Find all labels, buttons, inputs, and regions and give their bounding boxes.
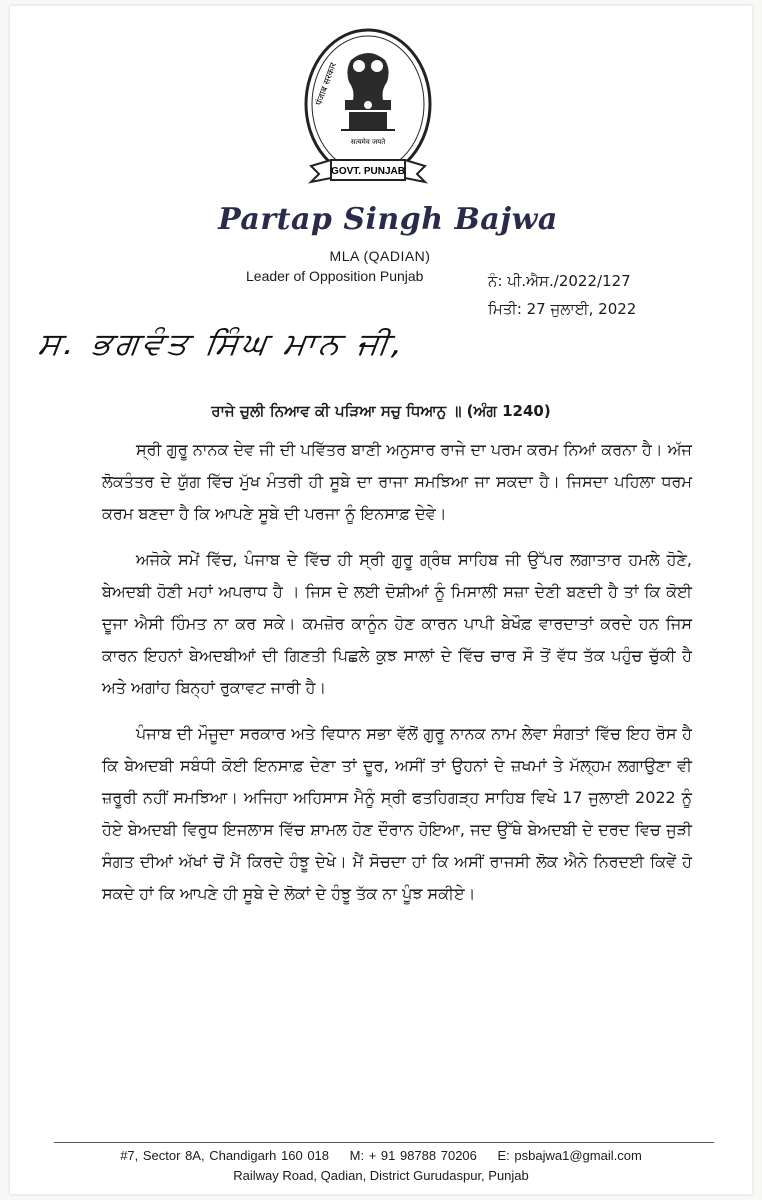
body-paragraph: ਸ੍ਰੀ ਗੁਰੂ ਨਾਨਕ ਦੇਵ ਜੀ ਦੀ ਪਵਿੱਤਰ ਬਾਣੀ ਅਨੁਸਾਰ ਰਾਜੇ ਦਾ ਪਰਮ ਕਰਮ ਨਿਆਂ ਕਰਨਾ ਹੈ। ਅੱਜ ਲੋਕਤੰਤਰ ਦੇ ਯੁੱਗ ਵਿੱਚ ਮੁੱਖ ਮੰਤਰੀ ਹੀ ਸੂਬੇ ਦਾ ਰਾਜਾ ਸਮਝਿਆ ਜਾ ਸਕਦਾ ਹੈ। ਜਿਸਦਾ ਪਹਿਲਾ ਧਰਮ ਕਰਮ ਬਣਦਾ ਹੈ ਕਿ ਆਪਣੇ ਸੂਬੇ ਦੀ ਪਰਜਾ ਨੂੰ ਇਨਸਾਫ਼ ਦੇਵੇ। xyxy=(102,440,692,523)
body-paragraph: ਪੰਜਾਬ ਦੀ ਮੌਜੂਦਾ ਸਰਕਾਰ ਅਤੇ ਵਿਧਾਨ ਸਭਾ ਵੱਲੋਂ ਗੁਰੂ ਨਾਨਕ ਨਾਮ ਲੇਵਾ ਸੰਗਤਾਂ ਵਿੱਚ ਇਹ ਰੋਸ ਹੈ ਕਿ ਬੇਅਦਬੀ ਸਬੰਧੀ ਕੋਈ ਇਨਸਾਫ਼ ਦੇਣਾ ਤਾਂ ਦੂਰ, ਅਸੀਂ ਤਾਂ ਉਹਨਾਂ ਦੇ ਜ਼ਖਮਾਂ ਤੇ ਮੱਲ੍ਹਮ ਲਗਾਉਣਾ ਵੀ ਜ਼ਰੂਰੀ ਨਹੀਂ ਸਮਝਿਆ। ਅਜਿਹਾ ਅਹਿਸਾਸ ਮੈਨੂੰ ਸ੍ਰੀ ਫਤਹਿਗੜ੍ਹ ਸਾਹਿਬ ਵਿਖੇ 17 ਜੁਲਾਈ 2022 ਨੂੰ ਹੋਏ ਬੇਅਦਬੀ ਵਿਰੁਧ ਇਜਲਾਸ ਵਿੱਚ ਸ਼ਾਮਲ ਹੋਣ ਦੌਰਾਨ ਹੋਇਆ, ਜਦ ਉੱਥੇ ਬੇਅਦਬੀ ਦੇ ਦਰਦ ਵਿਚ ਜੁੜੀ ਸੰਗਤ ਦੀਆਂ ਅੱਖਾਂ ਚੋਂ ਮੈਂ ਕਿਰਦੇ ਹੰਝੂ ਦੇਖੇ। ਮੈਂ ਸੋਚਦਾ ਹਾਂ ਕਿ ਅਸੀਂ ਰਾਜਸੀ ਲੋਕ ਐਨੇ ਨਿਰਦਈ ਕਿਵੇਂ ਹੋ ਸਕਦੇ ਹਾਂ ਕਿ ਆਪਣੇ ਹੀ ਸੂਬੇ ਦੇ ਲੋਕਾਂ ਦੇ ਹੰਝੂ ਤੱਕ ਨਾ ਪੂੰਝ ਸਕੀਏ। xyxy=(102,724,692,903)
reference-number: ਨੰ: ਪੀ.ਐਸ./2022/127 xyxy=(488,272,631,290)
footer-mobile: M: + 91 98788 70206 xyxy=(349,1148,477,1163)
government-emblem-icon xyxy=(293,26,443,206)
emblem-arc-text: पंजाब सरकार xyxy=(314,61,340,108)
letter-page xyxy=(10,6,752,1194)
body-paragraph: ਅਜੋਕੇ ਸਮੇਂ ਵਿੱਚ, ਪੰਜਾਬ ਦੇ ਵਿੱਚ ਹੀ ਸ੍ਰੀ ਗੁਰੂ ਗ੍ਰੰਥ ਸਾਹਿਬ ਜੀ ਉੱਪਰ ਲਗਾਤਾਰ ਹਮਲੇ ਹੋਣੇ, ਬੇਅਦਬੀ ਹੋਣੀ ਮਹਾਂ ਅਪਰਾਧ ਹੈ । ਜਿਸ ਦੇ ਲਈ ਦੋਸ਼ੀਆਂ ਨੂੰ ਮਿਸਾਲੀ ਸਜ਼ਾ ਦੇਣੀ ਬਣਦੀ ਹੈ ਤਾਂ ਕਿ ਕੋਈ ਦੂਜਾ ਐਸੀ ਹਿੰਮਤ ਨਾ ਕਰ ਸਕੇ। ਕਮਜ਼ੋਰ ਕਾਨੂੰਨ ਹੋਣ ਕਾਰਨ ਪਾਪੀ ਬੇਖੌਫ਼ ਵਾਰਦਾਤਾਂ ਕਰਦੇ ਹਨ ਜਿਸ ਕਾਰਨ ਇਹਨਾਂ ਬੇਅਦਬੀਆਂ ਦੀ ਗਿਣਤੀ ਪਿਛਲੇ ਕੁਝ ਸਾਲਾਂ ਦੇ ਵਿੱਚ ਚਾਰ ਸੌ ਤੋਂ ਵੱਧ ਤੱਕ ਪਹੁੰਚ ਚੁੱਕੀ ਹੈ ਅਤੇ ਅਗਾਂਹ ਬਿਨ੍ਹਾਂ ਰੁਕਾਵਟ ਜਾਰੀ ਹੈ। xyxy=(102,550,692,697)
letter-date: ਮਿਤੀ: 27 ਜੁਲਾਈ, 2022 xyxy=(488,300,637,318)
handwritten-salutation: ਸ. ਭਗਵੰਤ ਸਿੰਘ ਮਾਨ ਜੀ, xyxy=(36,326,408,362)
footer-address-secondary: Railway Road, Qadian, District Gurudaspur, Punjab xyxy=(233,1168,529,1183)
footer-address: #7, Sector 8A, Chandigarh 160 018 xyxy=(120,1148,330,1163)
letterhead-name: Partap Singh Bajwa xyxy=(218,202,558,237)
letterhead-role: Leader of Opposition Punjab xyxy=(246,268,424,284)
letterhead-designation: MLA (QADIAN) xyxy=(329,248,431,264)
emblem-ribbon-text: GOVT. PUNJAB xyxy=(331,166,405,177)
emblem-motto: सत्यमेव जयते xyxy=(350,138,386,146)
footer-contact xyxy=(10,1148,752,1163)
letter-body xyxy=(102,434,692,924)
footer-email: E: psbajwa1@gmail.com xyxy=(497,1148,642,1163)
footer-divider xyxy=(54,1142,714,1143)
letter-heading: ਰਾਜੇ ਚੁਲੀ ਨਿਆਵ ਕੀ ਪੜਿਆ ਸਚੁ ਧਿਆਨੁ ॥ (ਅੰਗ 1240) xyxy=(211,402,551,420)
